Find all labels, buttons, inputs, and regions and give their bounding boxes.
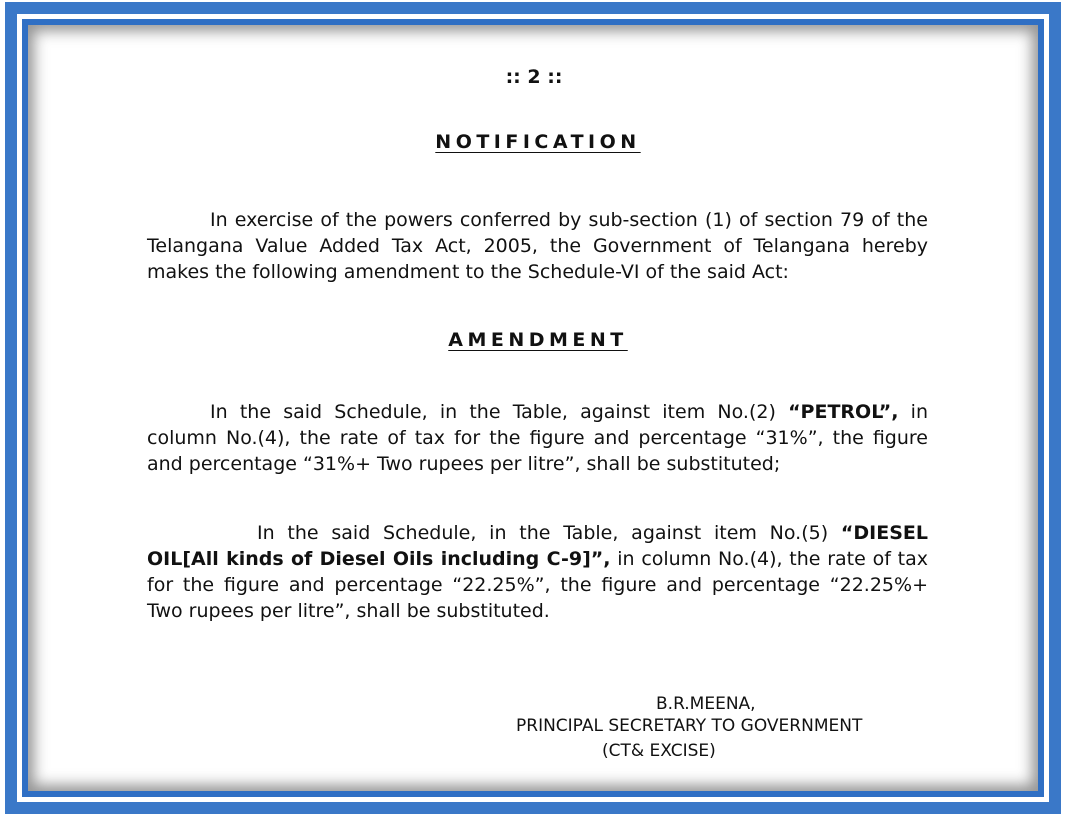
- amendment-heading: AMENDMENT: [448, 329, 628, 351]
- page-number: :: 2 ::: [505, 66, 563, 88]
- diesel-clause-rest: in column No.(4), the rate of tax for the figure and percentage “22.25%”, the figure and percentage “22.25%+ Two rupees per litre”, shall be substituted.: [147, 548, 928, 622]
- petrol-clause-rest: in column No.(4), the rate of tax for the figure and percentage “31%”, the figure and percentage “31%+ Two rupees per litre”, shall be substituted;: [147, 401, 928, 475]
- petrol-clause-lead: In the said Schedule, in the Table, against item No.(2): [210, 401, 776, 423]
- diesel-clause-lead: In the said Schedule, in the Table, against item No.(5): [257, 522, 829, 544]
- signatory-department: (CT& EXCISE): [602, 741, 716, 761]
- diesel-item-name: “DIESEL OIL[All kinds of Diesel Oils including C-9]”,: [147, 522, 928, 570]
- signatory-designation: PRINCIPAL SECRETARY TO GOVERNMENT: [516, 716, 863, 736]
- preamble-paragraph: In exercise of the powers conferred by sub-section (1) of section 79 of the Telangana Value Added Tax Act, 2005, the Government of Telangana hereby makes the following amendment to the Schedule-VI of the said Act:: [147, 209, 928, 283]
- signatory-name: B.R.MEENA,: [656, 694, 756, 714]
- petrol-clause: [147, 399, 928, 477]
- notification-heading: NOTIFICATION: [435, 131, 641, 153]
- petrol-item-name: “PETROL”,: [788, 401, 899, 423]
- diesel-clause: [147, 520, 928, 624]
